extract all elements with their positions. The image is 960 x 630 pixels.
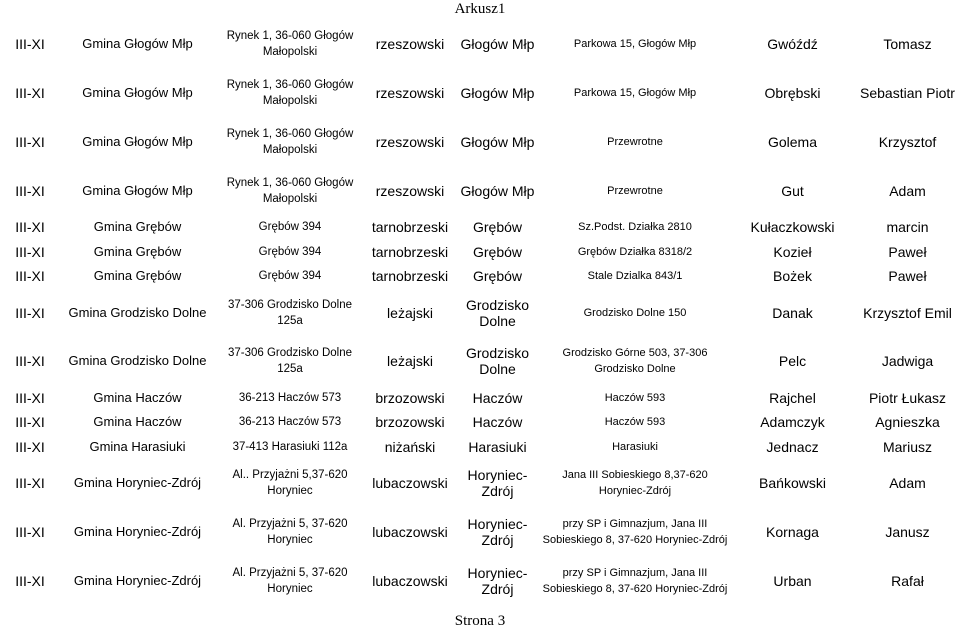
first-name-cell: Sebastian Piotr [860,85,955,102]
location-cell: przy SP i Gimnazjum, Jana III Sobieskiego 8, 37-620 Horyniec-Zdrój [542,566,728,595]
surname-cell: Rajchel [769,389,816,406]
table-row [0,20,960,69]
table-row [0,337,960,386]
address-cell: Grębów 394 [258,245,322,258]
address-cell: Al.. Przyjażni 5,37-620 Horyniec [232,469,348,498]
location-cell: Parkowa 15, Głogów Młp [573,38,697,51]
powiat-cell: lubaczowski [372,523,448,540]
level-cell: III-XI [15,304,45,321]
surname-cell: Pelc [778,353,807,370]
surname-cell: Obrębski [764,85,821,102]
first-name-cell: Adam [889,475,926,492]
data-table [0,20,960,605]
surname-cell: Gut [781,182,804,199]
level-cell: III-XI [15,475,45,492]
first-name-cell: Tomasz [883,36,932,53]
table-row [0,386,960,410]
address-cell: Rynek 1, 36-060 Głogów Małopolski [226,79,354,108]
powiat-cell: brzozowski [375,414,445,431]
level-cell: III-XI [15,572,45,589]
location-cell: Przewrotne [607,184,663,197]
gmina-cell: Gmina Głogów Młp [82,85,193,101]
surname-cell: Kozieł [773,243,812,260]
gmina-cell: Gmina Grębów [93,267,182,283]
sheet-title: Arkusz1 [454,1,506,17]
address-cell: Al. Przyjażni 5, 37-620 Horyniec [232,566,348,595]
surname-cell: Bańkowski [759,475,826,492]
level-cell: III-XI [15,219,45,236]
powiat-cell: tarnobrzeski [371,267,449,284]
gmina-cell: Gmina Haczów [93,389,182,405]
town-cell: Haczów [472,389,523,406]
town-cell: Grodzisko Dolne [465,345,530,378]
first-name-cell: Adam [889,182,926,199]
table-row [0,434,960,458]
surname-cell: Kornaga [766,523,819,540]
first-name-cell: Jadwiga [881,353,934,370]
table-row [0,239,960,263]
gmina-cell: Gmina Horyniec-Zdrój [73,475,202,491]
gmina-cell: Gmina Grębów [93,219,182,235]
first-name-cell: Agnieszka [875,414,940,431]
location-cell: Przewrotne [607,135,663,148]
location-cell: Stale Dzialka 843/1 [587,269,683,282]
gmina-cell: Gmina Głogów Młp [82,182,193,198]
powiat-cell: rzeszowski [375,133,445,150]
powiat-cell: rzeszowski [375,36,445,53]
town-cell: Grębów [472,243,523,260]
location-cell: Harasiuki [612,440,658,453]
address-cell: Rynek 1, 36-060 Głogów Małopolski [226,176,354,205]
location-cell: Haczów 593 [604,416,666,429]
table-body [0,20,960,605]
town-cell: Głogów Młp [460,182,535,199]
table-row [0,166,960,215]
surname-cell: Danak [772,304,813,321]
level-cell: III-XI [15,353,45,370]
level-cell: III-XI [15,523,45,540]
town-cell: Harasiuki [468,438,527,455]
gmina-cell: Gmina Harasiuki [89,438,186,454]
surname-cell: Urban [773,572,812,589]
powiat-cell: tarnobrzeski [371,243,449,260]
powiat-cell: lubaczowski [372,572,448,589]
location-cell: Jana III Sobieskiego 8,37-620 Horyniec-Zdrój [562,469,708,498]
address-cell: 36-213 Haczów 573 [238,391,342,404]
level-cell: III-XI [15,414,45,431]
level-cell: III-XI [15,389,45,406]
level-cell: III-XI [15,438,45,455]
town-cell: Głogów Młp [460,133,535,150]
table-row [0,556,960,605]
powiat-cell: leżajski [387,304,433,321]
powiat-cell: niżański [384,438,436,455]
first-name-cell: Mariusz [882,438,932,455]
town-cell: Horyniec-Zdrój [467,467,528,500]
surname-cell: Jednacz [766,438,819,455]
first-name-cell: Krzysztof [878,133,937,150]
level-cell: III-XI [15,36,45,53]
gmina-cell: Gmina Horyniec-Zdrój [73,572,202,588]
powiat-cell: rzeszowski [375,182,445,199]
address-cell: Grębów 394 [258,269,322,282]
address-cell: 37-413 Harasiuki 112a [232,440,348,453]
table-row [0,288,960,337]
table-row [0,410,960,434]
table-row [0,215,960,239]
location-cell: Sz.Podst. Działka 2810 [578,221,692,234]
first-name-cell: Rafał [891,572,924,589]
location-cell: Parkowa 15, Głogów Młp [573,87,697,100]
surname-cell: Gwóźdź [767,36,818,53]
first-name-cell: Paweł [888,243,927,260]
first-name-cell: Paweł [888,267,927,284]
address-cell: Rynek 1, 36-060 Głogów Małopolski [226,30,354,59]
gmina-cell: Gmina Głogów Młp [82,133,193,149]
table-row [0,118,960,167]
gmina-cell: Gmina Grodzisko Dolne [68,304,207,320]
address-cell: Grębów 394 [258,221,322,234]
address-cell: Rynek 1, 36-060 Głogów Małopolski [226,127,354,156]
town-cell: Głogów Młp [460,85,535,102]
town-cell: Grębów [472,219,523,236]
table-row [0,69,960,118]
first-name-cell: marcin [886,219,929,236]
level-cell: III-XI [15,85,45,102]
location-cell: przy SP i Gimnazjum, Jana III Sobieskiego 8, 37-620 Horyniec-Zdrój [542,517,728,546]
address-cell: Al. Przyjażni 5, 37-620 Horyniec [232,517,348,546]
gmina-cell: Gmina Horyniec-Zdrój [73,523,202,539]
address-cell: 37-306 Grodzisko Dolne 125a [227,298,352,327]
location-cell: Haczów 593 [604,391,666,404]
level-cell: III-XI [15,267,45,284]
level-cell: III-XI [15,243,45,260]
town-cell: Grębów [472,267,523,284]
page-footer: Strona 3 [454,613,506,629]
first-name-cell: Janusz [885,523,930,540]
surname-cell: Golema [767,133,818,150]
location-cell: Grodzisko Dolne 150 [583,306,687,319]
level-cell: III-XI [15,133,45,150]
surname-cell: Kułaczkowski [750,219,835,236]
town-cell: Horyniec-Zdrój [467,564,528,597]
gmina-cell: Gmina Grębów [93,243,182,259]
location-cell: Grębów Działka 8318/2 [577,245,693,258]
town-cell: Haczów [472,414,523,431]
powiat-cell: tarnobrzeski [371,219,449,236]
address-cell: 37-306 Grodzisko Dolne 125a [227,347,352,376]
level-cell: III-XI [15,182,45,199]
address-cell: 36-213 Haczów 573 [238,416,342,429]
town-cell: Grodzisko Dolne [465,296,530,329]
surname-cell: Adamczyk [760,414,825,431]
gmina-cell: Gmina Grodzisko Dolne [68,353,207,369]
powiat-cell: leżajski [387,353,433,370]
town-cell: Horyniec-Zdrój [467,515,528,548]
gmina-cell: Gmina Haczów [93,414,182,430]
table-row [0,264,960,288]
gmina-cell: Gmina Głogów Młp [82,36,193,52]
table-row [0,459,960,508]
location-cell: Grodzisko Górne 503, 37-306 Grodzisko Dolne [562,347,708,376]
powiat-cell: brzozowski [375,389,445,406]
surname-cell: Bożek [773,267,812,284]
first-name-cell: Krzysztof Emil [863,304,952,321]
town-cell: Głogów Młp [460,36,535,53]
first-name-cell: Piotr Łukasz [868,389,947,406]
powiat-cell: lubaczowski [372,475,448,492]
powiat-cell: rzeszowski [375,85,445,102]
table-row [0,508,960,557]
